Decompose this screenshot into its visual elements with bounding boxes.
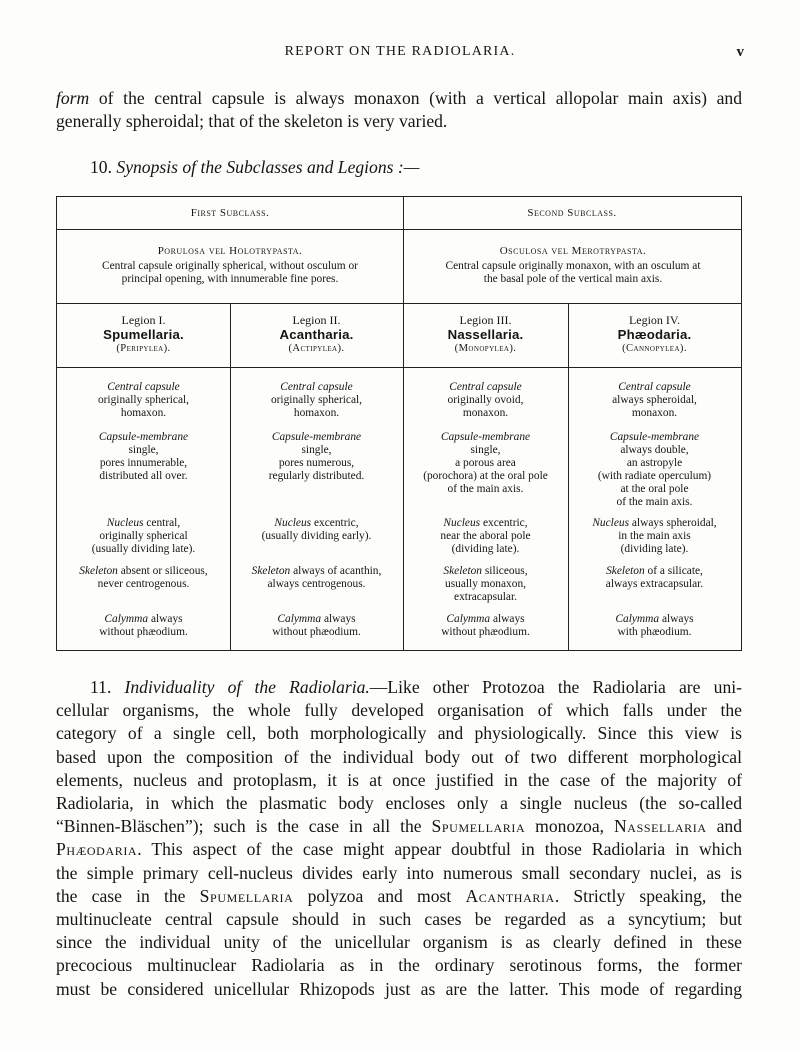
subclass-1-label: First Subclass. bbox=[190, 207, 270, 219]
para-line: cellular organisms, the whole fully developed organisation of which falls under the bbox=[56, 700, 742, 721]
trait-line: of the main axis. bbox=[616, 496, 693, 508]
trait-text: always bbox=[490, 613, 525, 625]
synopsis-table bbox=[56, 196, 742, 651]
legion-1-skeleton bbox=[59, 565, 228, 591]
intro-line-2: generally spheroidal; that of the skeleton is very varied. bbox=[56, 111, 448, 132]
legion-2-name: Acantharia. bbox=[279, 327, 354, 342]
trait-line: single, bbox=[301, 444, 332, 456]
trait-label: Skeleton bbox=[251, 565, 291, 577]
trait-line: (with radiate operculum) bbox=[597, 470, 712, 482]
para-line: elements, nucleus and protoplasm, it is at once justified in the case of the majority of bbox=[56, 769, 742, 790]
trait-line: monaxon. bbox=[462, 407, 509, 419]
trait-label: Central capsule bbox=[449, 381, 522, 393]
trait-line: always extracapsular. bbox=[605, 578, 704, 590]
legion-4-membrane bbox=[570, 431, 739, 509]
trait-label: Capsule-membrane bbox=[98, 431, 189, 443]
trait-label: Calymma bbox=[446, 613, 491, 625]
table-rule bbox=[57, 367, 741, 368]
legion-4-alt-name: (Cannopylea). bbox=[622, 343, 687, 354]
intro-form-word: form bbox=[56, 88, 90, 108]
legion-4-name: Phæodaria. bbox=[617, 327, 692, 342]
trait-line: a porous area bbox=[455, 457, 516, 469]
para-line bbox=[56, 838, 742, 861]
trait-text: central, bbox=[143, 517, 181, 529]
section-10-heading bbox=[90, 157, 419, 178]
legion-1-number: Legion I. bbox=[121, 313, 166, 327]
legion-1-name: Spumellaria. bbox=[103, 327, 184, 342]
term-acantharia: Acantharia bbox=[465, 885, 555, 906]
trait-label: Central capsule bbox=[280, 381, 353, 393]
section-11-number: 11. bbox=[90, 677, 112, 697]
para-line-text: . This aspect of the case might appear doubtful in those Radiolaria in which bbox=[137, 839, 742, 860]
legion-2-skeleton bbox=[232, 565, 401, 591]
legion-2-capsule bbox=[232, 381, 401, 420]
para-line-text: . Strictly speaking, the bbox=[554, 885, 742, 906]
para-line bbox=[56, 676, 742, 699]
legion-2-membrane bbox=[232, 431, 401, 483]
trait-line: always double, bbox=[620, 444, 689, 456]
trait-line: near the aboral pole bbox=[440, 530, 531, 542]
legion-1-capsule bbox=[59, 381, 228, 420]
trait-label: Skeleton bbox=[443, 565, 483, 577]
trait-line: without phæodium. bbox=[272, 626, 361, 638]
trait-line: pores numerous, bbox=[278, 457, 355, 469]
subclass-2-label: Second Subclass. bbox=[527, 207, 617, 219]
trait-label: Capsule-membrane bbox=[440, 431, 531, 443]
trait-line: single, bbox=[470, 444, 501, 456]
legion-4-skeleton bbox=[570, 565, 739, 591]
legion-3-calymma bbox=[405, 613, 566, 639]
trait-line: pores innumerable, bbox=[99, 457, 188, 469]
trait-line: (usually dividing late). bbox=[91, 543, 196, 555]
para-line: multinucleate central capsule should in such cases be regarded as a syncytium; but bbox=[56, 909, 742, 930]
running-title: REPORT ON THE RADIOLARIA. bbox=[284, 44, 516, 59]
trait-text: always bbox=[321, 613, 356, 625]
trait-label: Calymma bbox=[104, 613, 149, 625]
page-number: v bbox=[736, 44, 744, 60]
subclass-1-desc-1: Central capsule originally spherical, without osculum or bbox=[102, 260, 358, 272]
trait-label: Capsule-membrane bbox=[609, 431, 700, 443]
trait-text: always spheroidal, bbox=[629, 517, 717, 529]
trait-label: Nucleus bbox=[106, 517, 144, 529]
legion-3-number: Legion III. bbox=[459, 313, 512, 327]
legion-2-number: Legion II. bbox=[292, 313, 341, 327]
trait-line: of the main axis. bbox=[447, 483, 524, 495]
legion-2-header bbox=[230, 313, 403, 355]
subclass-1-desc-2: principal opening, with innumerable fine pores. bbox=[121, 273, 339, 285]
trait-text: always bbox=[148, 613, 183, 625]
trait-line: never centrogenous. bbox=[97, 578, 190, 590]
legion-3-name: Nassellaria. bbox=[447, 327, 524, 342]
subclass-2-definition bbox=[409, 245, 737, 286]
trait-line: without phæodium. bbox=[441, 626, 530, 638]
trait-line: originally spherical, bbox=[97, 394, 190, 406]
intro-paragraph bbox=[56, 87, 742, 133]
para-line-text: polyzoa and most bbox=[293, 885, 466, 906]
trait-label: Skeleton bbox=[79, 565, 118, 577]
section-11-paragraph bbox=[56, 676, 742, 1001]
legion-4-header bbox=[568, 313, 741, 355]
para-line bbox=[56, 885, 742, 908]
trait-line: (dividing late). bbox=[451, 543, 520, 555]
subclass-2-desc-1: Central capsule originally monaxon, with an osculum at bbox=[445, 260, 701, 272]
legion-3-capsule bbox=[405, 381, 566, 420]
trait-line: in the main axis bbox=[618, 530, 691, 542]
legion-4-calymma bbox=[570, 613, 739, 639]
section-10-number: 10. bbox=[90, 157, 112, 177]
para-line-text: “Binnen-Bläschen”); such is the case in all the bbox=[56, 816, 432, 837]
trait-label: Calymma bbox=[615, 613, 660, 625]
trait-line: (porochora) at the oral pole bbox=[423, 470, 548, 482]
legion-1-membrane bbox=[59, 431, 228, 483]
trait-label: Nucleus bbox=[443, 517, 481, 529]
para-line: must be considered unicellular Rhizopods just as are the latter. This mode of regarding bbox=[56, 978, 742, 999]
trait-label: Central capsule bbox=[618, 381, 691, 393]
trait-line: regularly distributed. bbox=[268, 470, 365, 482]
term-phaeodaria: Phæodaria bbox=[56, 839, 138, 860]
trait-line: with phæodium. bbox=[617, 626, 692, 638]
trait-line: (dividing late). bbox=[620, 543, 689, 555]
trait-text: of a silicate, bbox=[644, 565, 703, 577]
subclass-1-definition bbox=[63, 245, 397, 286]
trait-line: always spheroidal, bbox=[612, 394, 697, 406]
trait-label: Skeleton bbox=[606, 565, 645, 577]
trait-text: always bbox=[659, 613, 694, 625]
legion-3-skeleton bbox=[405, 565, 566, 604]
term-spumellaria: Spumellaria bbox=[199, 885, 294, 906]
legion-2-nucleus bbox=[232, 517, 401, 543]
trait-line: originally spherical bbox=[99, 530, 188, 542]
legion-4-number: Legion IV. bbox=[628, 313, 681, 327]
table-rule-vertical bbox=[568, 303, 569, 650]
table-rule bbox=[57, 229, 741, 230]
legion-1-nucleus bbox=[59, 517, 228, 556]
section-11-title: Individuality of the Radiolaria. bbox=[124, 677, 370, 697]
subclass-2-desc-2: the basal pole of the vertical main axis. bbox=[483, 273, 663, 285]
legion-3-membrane bbox=[405, 431, 566, 496]
legion-4-capsule bbox=[570, 381, 739, 420]
legion-1-alt-name: (Peripylea). bbox=[116, 343, 171, 354]
para-line: Radiolaria, in which the plasmatic body encloses only a single nucleus (the so-called bbox=[56, 793, 742, 814]
section-10-title: Synopsis of the Subclasses and Legions :— bbox=[116, 157, 420, 177]
para-line-text: and bbox=[706, 816, 742, 837]
legion-2-alt-name: (Actipylea). bbox=[288, 343, 345, 354]
table-rule bbox=[57, 303, 741, 304]
trait-line: an astropyle bbox=[626, 457, 683, 469]
trait-line: originally spherical, bbox=[270, 394, 363, 406]
running-header bbox=[0, 42, 800, 66]
para-line-text: —Like other Protozoa the Radiolaria are uni- bbox=[369, 677, 742, 697]
trait-text: excentric, bbox=[311, 517, 359, 529]
subclass-1-name: Porulosa vel Holotrypasta. bbox=[157, 245, 303, 257]
legion-3-header bbox=[403, 313, 568, 355]
para-line: since the individual unity of the unicellular organism is as clearly defined in these bbox=[56, 932, 742, 953]
para-line: based upon the composition of the individual body out of two different morphological bbox=[56, 746, 742, 767]
table-rule-vertical bbox=[403, 197, 404, 650]
trait-text: absent or siliceous, bbox=[117, 565, 208, 577]
term-spumellaria: Spumellaria bbox=[431, 816, 526, 837]
trait-line: extracapsular. bbox=[454, 591, 517, 603]
trait-line: homaxon. bbox=[120, 407, 167, 419]
subclass-2-name: Osculosa vel Merotrypasta. bbox=[499, 245, 647, 257]
legion-1-calymma bbox=[59, 613, 228, 639]
trait-label: Calymma bbox=[277, 613, 322, 625]
trait-line: without phæodium. bbox=[99, 626, 188, 638]
intro-line-1-text: of the central capsule is always monaxon (with a vertical allopolar main axis) and bbox=[89, 88, 742, 108]
trait-line: distributed all over. bbox=[99, 470, 188, 482]
table-rule-vertical bbox=[230, 303, 231, 650]
trait-line: monaxon. bbox=[631, 407, 678, 419]
legion-2-calymma bbox=[232, 613, 401, 639]
para-line-text: monozoa, bbox=[525, 816, 614, 837]
trait-text: always of acanthin, bbox=[290, 565, 382, 577]
para-line: the simple primary cell-nucleus divides early into numerous small secondary nuclei, as is bbox=[56, 862, 742, 883]
trait-label: Capsule-membrane bbox=[271, 431, 362, 443]
trait-label: Central capsule bbox=[107, 381, 180, 393]
intro-line-1 bbox=[56, 87, 742, 110]
trait-text: siliceous, bbox=[482, 565, 528, 577]
term-nassellaria: Nassellaria bbox=[614, 816, 707, 837]
legion-3-alt-name: (Monopylea). bbox=[454, 343, 517, 354]
para-line-text: the case in the bbox=[56, 885, 200, 906]
trait-line: single, bbox=[128, 444, 159, 456]
legion-4-nucleus bbox=[570, 517, 739, 556]
trait-label: Nucleus bbox=[274, 517, 312, 529]
trait-line: originally ovoid, bbox=[447, 394, 524, 406]
para-line: category of a single cell, both morphologically and physiologically. Since this view is bbox=[56, 723, 742, 744]
trait-line: at the oral pole bbox=[620, 483, 689, 495]
trait-line: always centrogenous. bbox=[267, 578, 366, 590]
trait-line: homaxon. bbox=[293, 407, 340, 419]
trait-line: usually monaxon, bbox=[445, 578, 526, 590]
trait-label: Nucleus bbox=[592, 517, 630, 529]
trait-line: (usually dividing early). bbox=[261, 530, 372, 542]
legion-3-nucleus bbox=[405, 517, 566, 556]
legion-1-header bbox=[57, 313, 230, 355]
para-line: precocious multinuclear Radiolaria as in the ordinary serotinous forms, the former bbox=[56, 955, 742, 976]
para-line bbox=[56, 815, 742, 838]
trait-text: excentric, bbox=[480, 517, 528, 529]
